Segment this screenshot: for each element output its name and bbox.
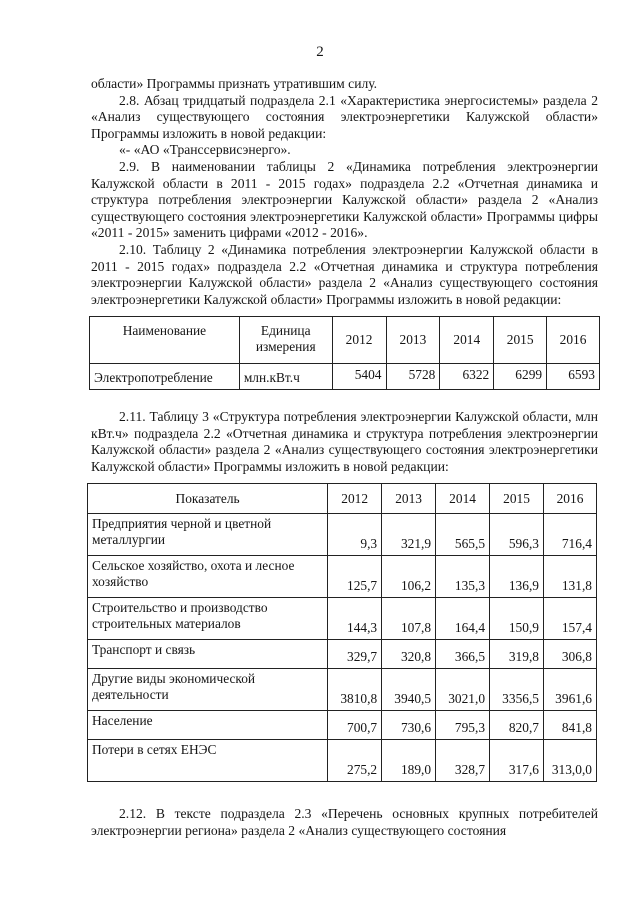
paragraph-2-9: 2.9. В наименовании таблицы 2 «Динамика потребления электроэнергии Калужской области в 2011 - 2015 годах» подраздела 2.2 «Отчетная динамика и структура потребления электроэнергии Калужской области» раздела 2 «Анализ существующего состояния электроэнергетики Калужской области» Программы цифры «2011 - 2015» заменить цифрами «2012 - 2016». [91,158,598,241]
table-3-cell: 321,9 [382,514,436,556]
table-2-header-unit: Единица измерения [239,317,332,364]
table-row [88,598,597,640]
table-3-cell: 565,5 [436,514,490,556]
table-3-cell: 131,8 [544,556,597,598]
table-3-cell: 313,0,0 [544,740,597,782]
table-row [88,669,597,711]
table-3-cell: 136,9 [490,556,544,598]
table-3-cell: 3356,5 [490,669,544,711]
table-3-cell: 317,6 [490,740,544,782]
table-2 [89,316,600,390]
table-3-cell: 125,7 [328,556,382,598]
table-3-cell: 596,3 [490,514,544,556]
table-3-cell: 716,4 [544,514,597,556]
table-3-cell: 3940,5 [382,669,436,711]
table-2-cell-2012: 5404 [332,364,386,390]
table-3-header-row [88,484,597,514]
table-2-cell-2016: 6593 [547,364,600,390]
table-2-header-2014: 2014 [440,317,494,364]
table-3-cell: 820,7 [490,711,544,740]
table-3-cell: 329,7 [328,640,382,669]
table-2-header-2015: 2015 [494,317,547,364]
table-3-cell: 275,2 [328,740,382,782]
table-3-row-label: Транспорт и связь [88,640,328,669]
page-number: 2 [316,44,324,60]
table-2-header-2012: 2012 [332,317,386,364]
table-3-cell: 3021,0 [436,669,490,711]
table-3-header-2015: 2015 [490,484,544,514]
table-3-header-2014: 2014 [436,484,490,514]
table-3-cell: 841,8 [544,711,597,740]
table-row [90,364,600,390]
table-3 [87,483,597,782]
table-3-row-label: Сельское хозяйство, охота и лесное хозяйство [88,556,328,598]
table-3-header-2016: 2016 [544,484,597,514]
table-3-cell: 3961,6 [544,669,597,711]
paragraph-2-11: 2.11. Таблицу 3 «Структура потребления электроэнергии Калужской области, млн кВт.ч» подраздела 2.2 «Отчетная динамика и структура потребления электроэнергии Калужской области» раздела 2 «Анализ существующего состояния электроэнергетики Калужской области» Программы изложить в новой редакции: [91,409,598,474]
table-2-header-name: Наименование [90,317,240,364]
table-3-cell: 107,8 [382,598,436,640]
table-3-cell: 189,0 [382,740,436,782]
text-block-upper [91,76,598,308]
table-3-cell: 306,8 [544,640,597,669]
table-3-cell: 366,5 [436,640,490,669]
paragraph-continuation: области» Программы признать утратившим силу. [91,76,378,91]
paragraph-2-10: 2.10. Таблицу 2 «Динамика потребления электроэнергии Калужской области в 2011 - 2015 годах» подраздела 2.2 «Отчетная динамика и структура потребления электроэнергии Калужской области» раздела 2 «Анализ существующего состояния электроэнергетики Калужской области» Программы изложить в новой редакции: [91,241,598,307]
table-3-cell: 135,3 [436,556,490,598]
paragraph-2-8: 2.8. Абзац тридцатый подраздела 2.1 «Характеристика энергосистемы» раздела 2 «Анализ существующего состояния электроэнергетики Калужской области» Программы изложить в новой редакции: [91,92,598,141]
table-row [88,740,597,782]
table-2-header-2016: 2016 [547,317,600,364]
table-2-cell-name: Электропотребление [90,364,240,390]
table-3-cell: 9,3 [328,514,382,556]
table-3-cell: 319,8 [490,640,544,669]
table-row [88,640,597,669]
table-2-cell-2015: 6299 [494,364,547,390]
table-3-cell: 700,7 [328,711,382,740]
table-3-cell: 328,7 [436,740,490,782]
table-3-cell: 3810,8 [328,669,382,711]
table-3-cell: 164,4 [436,598,490,640]
table-3-cell: 157,4 [544,598,597,640]
table-3-row-label: Строительство и производство строительных материалов [88,598,328,640]
table-3-header-2012: 2012 [328,484,382,514]
table-3-cell: 320,8 [382,640,436,669]
table-3-cell: 795,3 [436,711,490,740]
table-3-cell: 106,2 [382,556,436,598]
table-2-header-row [90,317,600,364]
table-2-cell-unit: млн.кВт.ч [239,364,332,390]
table-3-cell: 730,6 [382,711,436,740]
table-3-row-label: Предприятия черной и цветной металлургии [88,514,328,556]
table-row [88,711,597,740]
table-2-cell-2013: 5728 [386,364,440,390]
table-2-cell-2014: 6322 [440,364,494,390]
table-2-header-2013: 2013 [386,317,440,364]
table-row [88,556,597,598]
table-3-cell: 150,9 [490,598,544,640]
table-3-row-label: Население [88,711,328,740]
paragraph-2-12: 2.12. В тексте подраздела 2.3 «Перечень основных крупных потребителей электроэнергии региона» раздела 2 «Анализ существующего состояния [91,806,598,838]
table-3-header-2013: 2013 [382,484,436,514]
table-3-header-indicator: Показатель [88,484,328,514]
text-block-lower [91,806,598,839]
paragraph-quote: «- «АО «Транссервисэнерго». [119,142,291,158]
table-3-row-label: Потери в сетях ЕНЭС [88,740,328,782]
table-row [88,514,597,556]
table-3-cell: 144,3 [328,598,382,640]
text-block-middle [91,409,598,475]
table-3-row-label: Другие виды экономической деятельности [88,669,328,711]
